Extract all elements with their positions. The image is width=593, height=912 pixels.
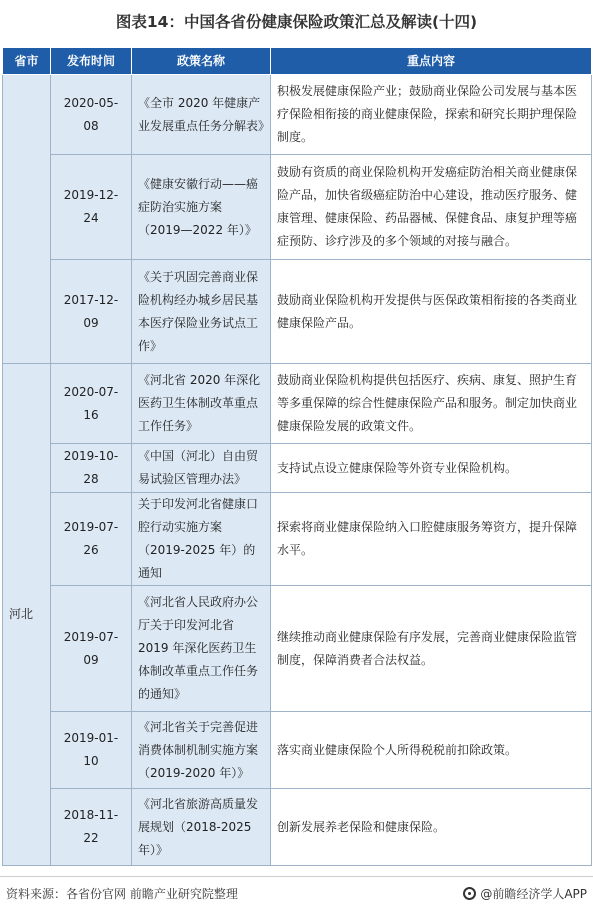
- policy-name-cell: 《河北省 2020 年深化医药卫生体制改革重点工作任务》: [132, 364, 271, 444]
- date-cell: 2018-11-22: [51, 789, 132, 866]
- date-cell: 2020-07-16: [51, 364, 132, 444]
- chart-title: 图表14：中国各省份健康保险政策汇总及解读(十四): [115, 13, 478, 31]
- policy-name-cell: 《河北省关于完善促进消费体制机制实施方案（2019-2020 年）》: [132, 712, 271, 789]
- table-row: [3, 789, 592, 866]
- policy-name-cell: 《河北省旅游高质量发展规划（2018-2025 年）》: [132, 789, 271, 866]
- province-cell: [3, 75, 51, 364]
- table-row: [3, 364, 592, 444]
- province-cell: 河北: [3, 364, 51, 866]
- table-header-row: [3, 48, 592, 75]
- policy-name-cell: 关于印发河北省健康口腔行动实施方案（2019-2025 年）的通知: [132, 493, 271, 586]
- content-cell: 鼓励有资质的商业保险机构开发癌症防治相关商业健康保险产品，加快省级癌症防治中心建设，推动医疗服务、健康管理、健康保险、药品器械、保健食品、康复护理等癌症预防、诊疗涉及的多个领域的对接与融合。: [271, 155, 592, 260]
- table-row: [3, 155, 592, 260]
- table-row: [3, 712, 592, 789]
- content-cell: 鼓励商业保险机构提供包括医疗、疾病、康复、照护生育等多重保障的综合性健康保险产品和服务。制定加快商业健康保险发展的政策文件。: [271, 364, 592, 444]
- content-cell: 支持试点设立健康保险等外资专业保险机构。: [271, 444, 592, 493]
- content-cell: 落实商业健康保险个人所得税税前扣除政策。: [271, 712, 592, 789]
- policy-name-cell: 《关于巩固完善商业保险机构经办城乡居民基本医疗保险业务试点工作》: [132, 260, 271, 364]
- policy-name-cell: 《河北省人民政府办公厅关于印发河北省 2019 年深化医药卫生体制改革重点工作任务的通知》: [132, 586, 271, 712]
- content-cell: 鼓励商业保险机构开发提供与医保政策相衔接的各类商业健康保险产品。: [271, 260, 592, 364]
- brand-label: @前瞻经济学人APP: [480, 887, 587, 901]
- date-cell: 2019-12-24: [51, 155, 132, 260]
- date-cell: 2019-07-09: [51, 586, 132, 712]
- table-row: [3, 586, 592, 712]
- footer: [0, 876, 593, 912]
- table-row: [3, 493, 592, 586]
- source-note: 资料来源：各省份官网 前瞻产业研究院整理: [6, 887, 238, 901]
- policy-table: [2, 47, 592, 866]
- header-key-content: 重点内容: [271, 48, 592, 75]
- content-cell: 积极发展健康保险产业；鼓励商业保险公司发展与基本医疗保险相衔接的商业健康保险，探索和研究长期护理保险制度。: [271, 75, 592, 155]
- header-date: 发布时间: [51, 48, 132, 75]
- header-policy-name: 政策名称: [132, 48, 271, 75]
- table-row: [3, 260, 592, 364]
- date-cell: 2020-05-08: [51, 75, 132, 155]
- date-cell: 2019-07-26: [51, 493, 132, 586]
- content-cell: 继续推动商业健康保险有序发展，完善商业健康保险监管制度，保障消费者合法权益。: [271, 586, 592, 712]
- header-province: 省市: [3, 48, 51, 75]
- table-row: [3, 75, 592, 155]
- table-row: [3, 444, 592, 493]
- qianzhan-logo-icon: [463, 887, 476, 900]
- policy-name-cell: 《健康安徽行动——癌症防治实施方案（2019—2022 年）》: [132, 155, 271, 260]
- policy-name-cell: 《全市 2020 年健康产业发展重点任务分解表》: [132, 75, 271, 155]
- content-cell: 探索将商业健康保险纳入口腔健康服务筹资方，提升保障水平。: [271, 493, 592, 586]
- policy-name-cell: 《中国（河北）自由贸易试验区管理办法》: [132, 444, 271, 493]
- brand-credit: [463, 885, 587, 902]
- date-cell: 2019-10-28: [51, 444, 132, 493]
- content-cell: 创新发展养老保险和健康保险。: [271, 789, 592, 866]
- date-cell: 2019-01-10: [51, 712, 132, 789]
- date-cell: 2017-12-09: [51, 260, 132, 364]
